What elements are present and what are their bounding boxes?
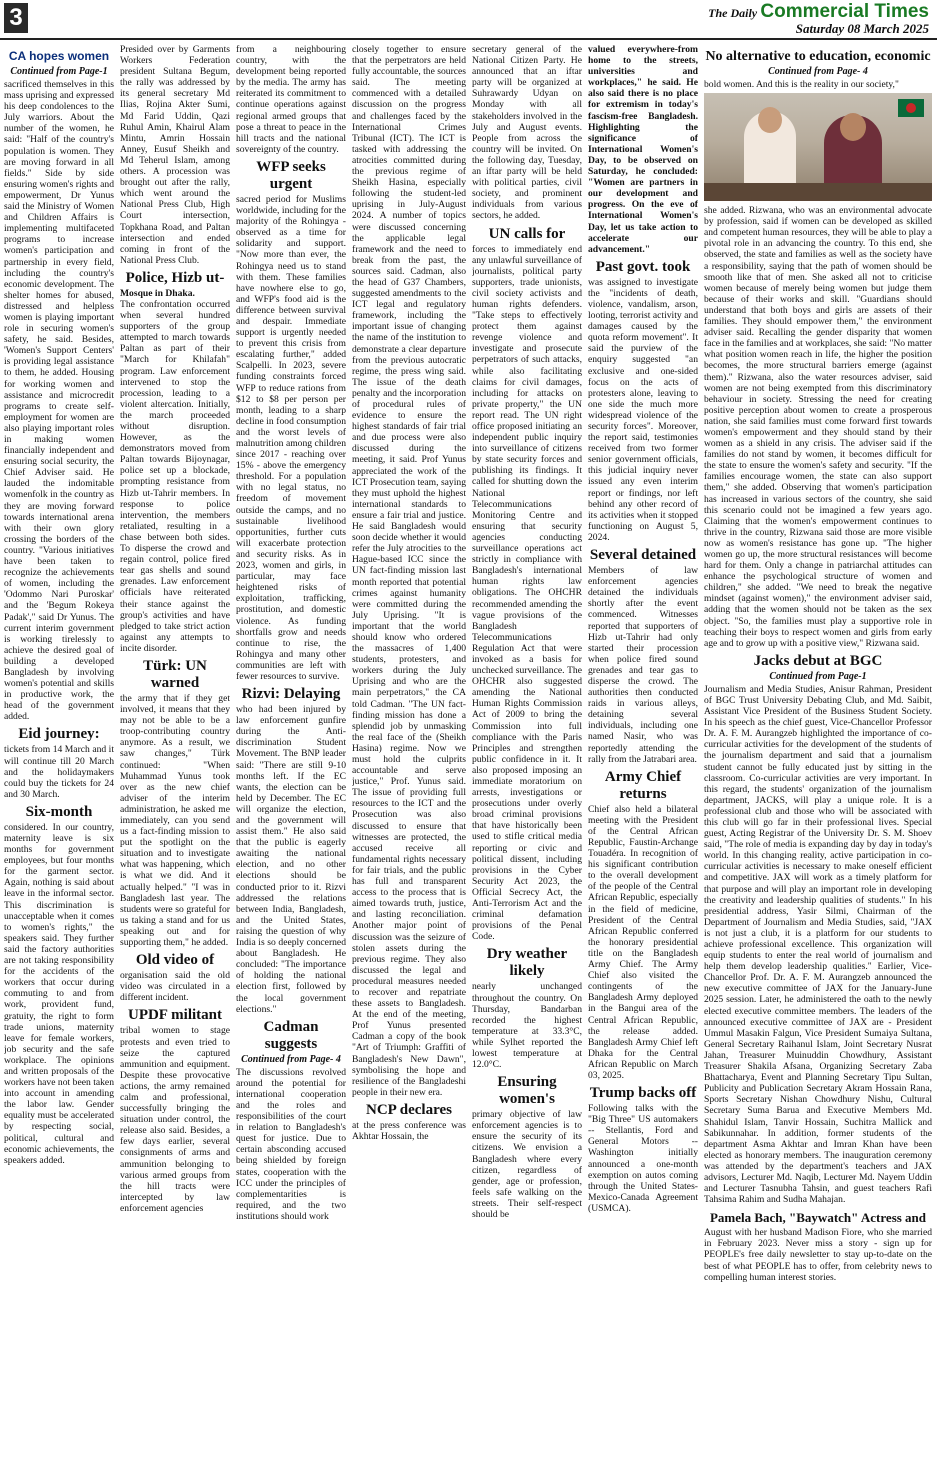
article-text: sacrificed themselves in this mass uprising and expressed his deep condolences to the July warriors. About the number of the women, he said: "Half of the country's population is women. They are moving forward in all fields." Side by side ensuring women's rights and empowerment, Dr Yunus said the Ministry of Women and Children Affairs is implementing multifaceted programs to increase women's participation and partnership in every field, including the country's economic development. The shelter homes for abused, distressed and helpless women is playing important role in securing women's safety, he said. Besides, 'Women's Support Centers' is providing legal assistance to them, he added. Housing for working women and assistance and microcredit programs to create self-employment for women are also playing important roles in making women financially independent and ensuring social security, the Chief Adviser said. He lauded the indomitable womenfolk in the country as they are moving forward towards international arena with their own glory crossing the borders of the country. "Various initiatives have been taken to recognize the achievements of women, including the 'Odommo Nari Puroskar' and the 'Begum Rokeya Padak'," said Dr Yunus. The current interim government is working tirelessly to achieve the desired goal of building a developed Bangladesh by involving women's potential and skills in productive work, the head of the government added. (4, 79, 114, 723)
article-subline: Mosque in Dhaka. (120, 287, 195, 299)
continued-label: Continued from Page- 4 (768, 66, 868, 77)
article-text: was assigned to investigate the "incidents of death, violence, vandalism, arson, looting, terrorist activity and damages caused by the quota reform movement". It said the purview of the enquiry suggested "an exclusive and one-sided focus on the acts of protesters alone, leaving to one side the much more widespread violence of the security forces". Moreover, the report said, testimonies received from two former senior government officials, this judicial inquiry never issued any even interim report or findings, nor left behind any other record of its activities when it stopped functioning on August 5, 2024. (588, 276, 698, 543)
headline-cadman-suggests: Cadman suggests (263, 1018, 319, 1052)
continued-label: Continued from Page-1 (769, 670, 867, 682)
article-text: tickets from 14 March and it will continue till 20 March and the holidaymakers could buy the tickets for 24 and 30 March. (4, 744, 114, 800)
headline-updf-militant: UPDF militant (127, 1007, 222, 1024)
headline-ca-hopes-women: CA hopes women (8, 49, 110, 63)
issue-date: Saturday 08 March 2025 (795, 21, 929, 36)
article-text: The discussions revolved around the potential for international cooperation and the roles and responsibilities of the court in relation to Bangladesh's quest for justice. Due to certain absconding accused being shielded by foreign states, cooperation with the ICC under the principles of complementarities is required, and the two institutions should work (236, 1066, 346, 1222)
column-2 (120, 44, 230, 1456)
headline-ncp-declares: NCP declares (366, 1101, 452, 1118)
column-6 (588, 44, 698, 1456)
column-5 (472, 44, 582, 1456)
bangladesh-flag-icon (898, 99, 924, 117)
headline-several-detained: Several detained (589, 547, 697, 564)
headline-trump-backs-off: Trump backs off (589, 1085, 697, 1102)
headline-no-alternative-education: No alternative to education, economic (705, 49, 931, 64)
article-photo (704, 93, 932, 201)
article-text: she added. Rizwana, who was an environmental advocate by profession, said if women can be developed as skilled and competent human resources, they will be able to play a pivotal role in an advancing the country. To this end, she observed, the state and families as well as the society have a responsibility, saying that the path of women should be smooth like that of men. She asked all not to criticise women because of merely being women but judge them because of their works and skill. "Guardians should understand that both boys and girls are assets of their families. They should empower them," the environment adviser said. Recalling the gender disparity that women face in the families and at workplaces, she said: "No matter what position women reach in life, the higher the position becomes, the more structural barriers emerge (against them)." Rizwana, also the water resources adviser, said women are not being exempted from this discriminatory behaviour in society. Stressing the need for creating positive perception about women to create a prosperous nation, she said families must come forward first towards women's empowerment and they should stand by their women as a shield in any crisis. The adviser said if the families do not stand by women, it becomes difficult for the state to ensure the women's safety and security. "If the families encourage women, the state can also support them," she added. Observing that women's participation has increased in various sectors of the country, she said this scenario could not be imagined a few years ago. Claiming that the women's empowerment continues to thrive in the country, Rizwana said those are more visible now as women's resistance has gone up. "The higher women go up, the more structural resistances will become hard for them. Only a change in patriarchal attitudes can enhance the psychological structure of women and children," she added. "We need to break the negative mindset (against women)," the environment adviser said, adding that the women should not be taken as the sex object. "So, the families must play a supportive role in teaching their boys to respect women and girls from early age and to grow up with a positive view," Rizwana said. (704, 205, 932, 649)
headline-old-video: Old video of (135, 952, 215, 969)
brand-paper-name: Commercial Times (760, 1, 929, 22)
column-7 (704, 44, 932, 1456)
article-text: closely together to ensure that the perpetrators are held fully accountable, the sources said. The meeting commenced with a detailed discussion on the progress and challenges faced by the International Crimes Tribunal (ICT). The ICT is tasked with addressing the atrocities committed during the previous regime of Sheikh Hasina, especially following the student-led uprising in July-August 2024. A number of topics were discussed concerning the applicable legal framework and the need to break from the past, the sources said. Cadman, also the head of G37 Chambers, suggested amendments to the ICT legal and regulatory framework, including the important issue of changing the name of the institution to demonstrate a clear departure from the previous autocratic regime, the press wing said. The issue of the death penalty and the incorporation of procedural rules of evidence to ensure the highest standards of fair trial and due process were also discussed during the meeting, it said. Prof Yunus appreciated the work of the ICT Prosecution team, saying they must uphold the highest international standards to ensure a fair trial and justice. He said Bangladesh would soon decide whether it would refer the July atrocities to the Hague-based ICC since the UN fact-finding mission last month reported that potential crimes against humanity were committed during the July Uprising. "It is important that the world should know who ordered the massacres of 1,400 students, protesters, and workers during the July Uprising and who are the main perpetrators," the CA told Cadman. "The UN fact-finding mission has done a splendid job by unmasking the real face of the (Sheikh Hasina) regime. Now we must hold the culprits accountable and serve justice," Prof. Yunus said. The issue of providing full resources to the ICT and the Prosecution was also discussed to ensure that witnesses are protected, the accused receive all fundamental rights necessary for fair trials, and the public has full and transparent access to the process that is aimed towards truth, justice, and lasting reconciliation. Another major point of discussion was the seizure of stolen assets during the previous regime. They also discussed the legal and procedural measures needed to recover and repatriate these assets to Bangladesh. At the end of the meeting, Prof Yunus presented Cadman a copy of the book "Art of Triumph: Graffiti of Bangladesh's New Dawn", symbolising the hope and resilience of the Bangladeshi people in their new era. (352, 44, 466, 1098)
masthead (0, 0, 937, 40)
headline-dry-weather-likely: Dry weather likely (486, 946, 568, 980)
continued-label: Continued from Page- 4 (241, 1053, 341, 1065)
column-3 (236, 44, 346, 1456)
article-text: tribal women to stage protests and even tried to seize the captured ammunition and equipment. Despite these provocative actions, the army remained calm and professional, successfully bringing the situation under control, the release also said. Besides, a few days earlier, several consignments of arms and ammunition belonging to various armed groups from the hill tracts were intercepted by law enforcement agencies (120, 1025, 230, 1214)
article-text: Presided over by Garments Workers Federation president Sultana Begum, the rally was addressed by its general secretary Md Ilias, Rojina Akter Sumi, Md Farid Uddin, Qazi Ruhul Amin, Khairul Alam Mintu, Amrin Hossain Anney, Eusuf Sheikh and Md Teherul Islam, among others. A procession was brought out after the rally, which went around the National Press Club, High Court intersection, Topkhana Road, and Paltan intersection and ended coming in front of the National Press Club. (120, 44, 230, 266)
article-text: secretary general of the National Citizen Party. He announced that an iftar party will be organized at Suhrawardy Udyan on Monday with all stakeholders involved in the July and August events. People from across the country will be invited. On the following day, Tuesday, an iftar party will be held with political parties, civil society, and prominent individuals from various sectors, he added. (472, 44, 582, 222)
article-text: valued everywhere-from home to the streets, universities and workplaces," he said. He also said there is no place for extremism in today's fascism-free Bangladesh. Highlighting the significance of International Women's Day, to be observed on Saturday, he concluded: "Women are partners in our development and progress. On the eve of International Women's Day, let us take action to accelerate our advancement." (588, 44, 698, 255)
headline-rizvi-delaying: Rizvi: Delaying (241, 686, 341, 703)
headline-ensuring-womens: Ensuring women's (497, 1074, 557, 1108)
headline-wfp-seeks-urgent: WFP seeks urgent (256, 158, 326, 192)
column-4 (352, 44, 466, 1456)
newspaper-brand (708, 1, 929, 37)
article-text: nearly unchanged throughout the country. On Thursday, Bandarban recorded the highest temperature at 33.3°C, while Sylhet reported the lowest temperature at 12.0°C. (472, 981, 582, 1071)
article-text: considered. In our country, maternity leave is six months for government employees, but four months for the garment sector. Again, nothing is said about leave in the informal sector. This discrimination is unacceptable when it comes to women's rights," the speakers said. They further said the factory authorities are not taking responsibility for the accidents of the workers that occur during commuting to and from work, provident fund, gratuity, the right to form trade unions, maternity leave for female workers, job security and the safe workplace. The opinions and written proposals of the workers have not been taken into account in amending the labor law. Gender equality must be accelerated by respecting social, political, cultural and economic achievements, the speakers added. (4, 821, 114, 1166)
headline-un-calls-for: UN calls for (488, 225, 566, 242)
headline-eid-journey: Eid journey: (18, 726, 100, 743)
article-text: the army that if they get involved, it means that they may not be able to be a troop-contributing country anymore. As a result, we saw changes," Türk continued: "When Muhammad Yunus took over as the new chief adviser of the interim administration, he asked me immediately, can you send us a fact-finding mission to put the spotlight on the situation and to investigate what was happening, which is what we did. And it actually helped." "I was in Bangladesh last year. The students were so grateful for us taking a stand and for us speaking out and for supporting them," he added. (120, 692, 230, 949)
headline-six-month: Six-month (25, 803, 93, 820)
column-1 (4, 44, 114, 1456)
headline-past-govt-took: Past govt. took (595, 258, 691, 275)
article-text: Journalism and Media Studies, Anisur Rahman, President of BGC Trust University Debating Club, and Md. Saibit, Assistant Vice President of the Business Student Society. In his speech as the chief guest, Vice-Chancellor Professor Dr. A. F. M. Aurangzeb highlighted the importance of co-curricular activities for the development of the students of the journalism department and said that a journalism student cannot be fully educated just by sitting in the classroom. Co-curricular activities are very important. In this regard, the students' organization of the journalism department, JACKS, will play a unique role. It is a professional club and those who will be associated with this club will go far in their professional lives. Special guest, Acting Registrar of the University Dr. S. M. Shoev said, "The role of media is expanding day by day in today's world. In this changing reality, active participation in co-curricular activities is necessary to make oneself efficient and competitive. JAX will work as a timely platform for that purpose and will play an important role in developing the creativity and leadership qualities of students." In his presidential address, Yasir Silmi, Chairman of the Department of Journalism and Media Studies, said, "JAX is not just a club, it is a platform for our students to achieve professional excellence. This organization will equip students to enter the real world of journalism and help them develop leadership qualities." Earlier, Vice-Chancellor Prof. Dr. A. F. M. Aurangzeb announced the new executive committee of JAX for the January-June 2025 session. Later, he administered the oath to the newly elected executive committee members. The leaders of the announced executive committee of JAX are - President Ummul Masakin Falgun, Vice President Sumaiya Sultana, General Secretary Raihanul Islam, Joint Secretary Nusrat Jahan, Treasurer Muinuddin Chowdhury, Assistant Treasurer Shakila Afsana, Organizing Secretary Zaba Bhattacharya, Event and Planning Secretary Tipu Sultan, Publicity and Publication Secretary Akram Hossain Rana, Sports Secretary Nishan Chowdhury Nishu, Cultural Secretary Suma Barua and Executive Members Md. Shahidul Islam, Tanvir Hossain, Suchitra Mallick and Sabikunnahar. In addition, former students of the department Asma Akhtar and Imran Khan have been elected as honorary members. The inauguration ceremony was attended by the department's teachers and JAX advisors, Lecturer Md. Naqib, Lecturer Md. Nayem Uddin and Lecturer Tasnubha Tahsin, and guest teachers Rafi Tahsima Rahim and Sudha Mahajan. (704, 683, 932, 1206)
article-text: bold women. And this is the reality in our society," (704, 79, 899, 90)
continued-label: Continued from Page-1 (10, 66, 108, 77)
article-text: from a neighbouring country, with the development being reported by the media. The army has reiterated its commitment to continue operations against regional armed groups that pose a threat to peace in the hill tracts and the national sovereignty of the country. (236, 44, 346, 155)
headline-turk-un-warned: Türk: UN warned (143, 657, 207, 691)
headline-army-chief-returns: Army Chief returns (604, 768, 682, 802)
article-text: Members of law enforcement agencies detained the individuals shortly after the event commenced. Witnesses reported that supporters of Hizb ut-Tahrir had only started their procession when police fired sound grenades and tear gas to disperse the crowd. The authorities then conducted raids in various alleys, detaining several individuals, including one named Nasir, who was reportedly attending the rally from the Jatrabari area. (588, 565, 698, 765)
article-text: sacred period for Muslims worldwide, including for the majority of the Rohingya - observed as a time for solidarity and support. "Now more than ever, the Rohingya need us to stand with them. These families have nowhere else to go, and WFP's food aid is the difference between survival and despair. Immediate support is urgently needed to prevent this crisis from escalating further," added Scalpelli. In 2023, severe funding constraints forced WFP to reduce rations from $12 to $8 per person per month, leading to a sharp decline in food consumption and the worst levels of malnutrition among children since 2017 - reaching over 15% - above the emergency threshold. For a population with no legal status, no freedom of movement outside the camps, and no sustainable livelihood opportunities, further cuts will exacerbate protection and security risks. As in 2023, women and girls, in particular, may face heightened risks of exploitation, trafficking, prostitution, and domestic violence. As funding shortfalls grow and needs continue to rise, the Rohingya and many other communities are left with fewer resources to survive. (236, 193, 346, 682)
article-text: The confrontation occurred when several hundred supporters of the group attempted to march towards Paltan as part of their "March for Khilafah" program. Law enforcement intervened to stop the procession, leading to a violent altercation. Initially, the march proceeded without disruption. However, as the demonstrators moved from Paltan towards Bijoynagar, police set up a blockade, prompting resistance from Hizb ut-Tahrir members. In response to police intervention, the members retaliated, resulting in a chase between both sides. To disperse the crowd and regain control, police fired tear gas shells and sound grenades. Law enforcement officials have reiterated their stance against the group's activities and have pledged to take strict action against any attempts to incite disorder. (120, 298, 230, 654)
article-text: Following talks with the "Big Three" US automakers -- Stellantis, Ford and General Motors -- Washington initially announced a one-month exemption on autos coming through the United States-Mexico-Canada Agreement (USMCA). (588, 1103, 698, 1214)
article-text: August with her husband Madison Fiore, who she married in February 2023. Never miss a story - sign up for PEOPLE's free daily newsletter to stay up-to-date on the best of what PEOPLE has to offer, from celebrity news to compelling human interest stories. (704, 1227, 932, 1283)
article-text: primary objective of law enforcement agencies is to ensure the security of its citizens. We envision a Bangladesh where every citizen, regardless of gender, age or profession, feels safe walking on the streets. Their self-respect should be (472, 1109, 582, 1220)
article-text: organisation said the old video was circulated in a different incident. (120, 970, 230, 1004)
page-number: 3 (4, 3, 28, 33)
headline-pamela-bach: Pamela Bach, "Baywatch" Actress and (709, 1210, 927, 1226)
headline-police-hizb: Police, Hizb ut- (125, 269, 225, 286)
article-text: at the press conference was Akhtar Hossain, the (352, 1119, 466, 1142)
article-text: Chief also held a bilateral meeting with the President of the Central African Republic, Faustin-Archange Touadéra. In recognition of his significant contribution to the overall development of the people of the Central African Republic, especially in the field of medicine, President of the Central African Republic conferred the honorary presidential title on the Bangladesh Army Chief. The Army Chief also visited the contingents of the Bangladesh Army deployed in the Bangui area of the Central African Republic, the release added. Bangladesh Army Chief left Dhaka for the Central African Republic on March 03, 2025. (588, 803, 698, 1081)
brand-the-daily: The Daily (708, 6, 758, 20)
article-text: who had been injured by law enforcement gunfire during the Anti-discrimination Student Movement. The BNP leader said: "There are still 9-10 months left. If the EC wants, the election can be held by December. The EC will organize the election, and the government will assist them." He also said that the public is eagerly awaiting the national election, and no other elections should be conducted prior to it. Rizvi addressed the relations between India, Bangladesh, and the United States, raising the question of why India is so deeply concerned about Bangladesh. He concluded: "The importance of holding the national election first, followed by the local government elections." (236, 704, 346, 1015)
article-text: forces to immediately end any unlawful surveillance of journalists, political party supporters, trade unionists, civil society activists and human rights defenders. "Take steps to effectively protect them against revenge violence and investigate and prosecute perpetrators of such attacks, while also facilitating claims for civil damages, including for attacks on private property," the UN report read. The UN right office proposed initiating an independent public inquiry into surveillance of citizens by state security forces and publishing its findings. It called for shutting down the National Telecommunications Monitoring Centre and ensuring that security agencies conducting surveillance operations act strictly in compliance with Bangladesh's international human rights law obligations. The OHCHR recommended amending the vague provisions of the Bangladesh Telecommunications Regulation Act that were invoked as a basis for unchecked surveillance. The OHCHR also suggested amending the National Human Rights Commission Act of 2009 to bring the Commission into full compliance with the Paris Principles and strengthen public confidence in it. It also proposed imposing an immediate moratorium on arrests, investigations or prosecutions under overly broad criminal provisions that have historically been used to stifle critical media reporting or civic and political dissent, including provisions in the Cyber Security Act 2023, the Official Secrecy Act, the Anti-Terrorism Act and the criminal defamation provisions of the Penal Code. (472, 243, 582, 943)
photo-desk (704, 183, 932, 201)
headline-jacks-debut-bgc: Jacks debut at BGC (753, 652, 883, 669)
